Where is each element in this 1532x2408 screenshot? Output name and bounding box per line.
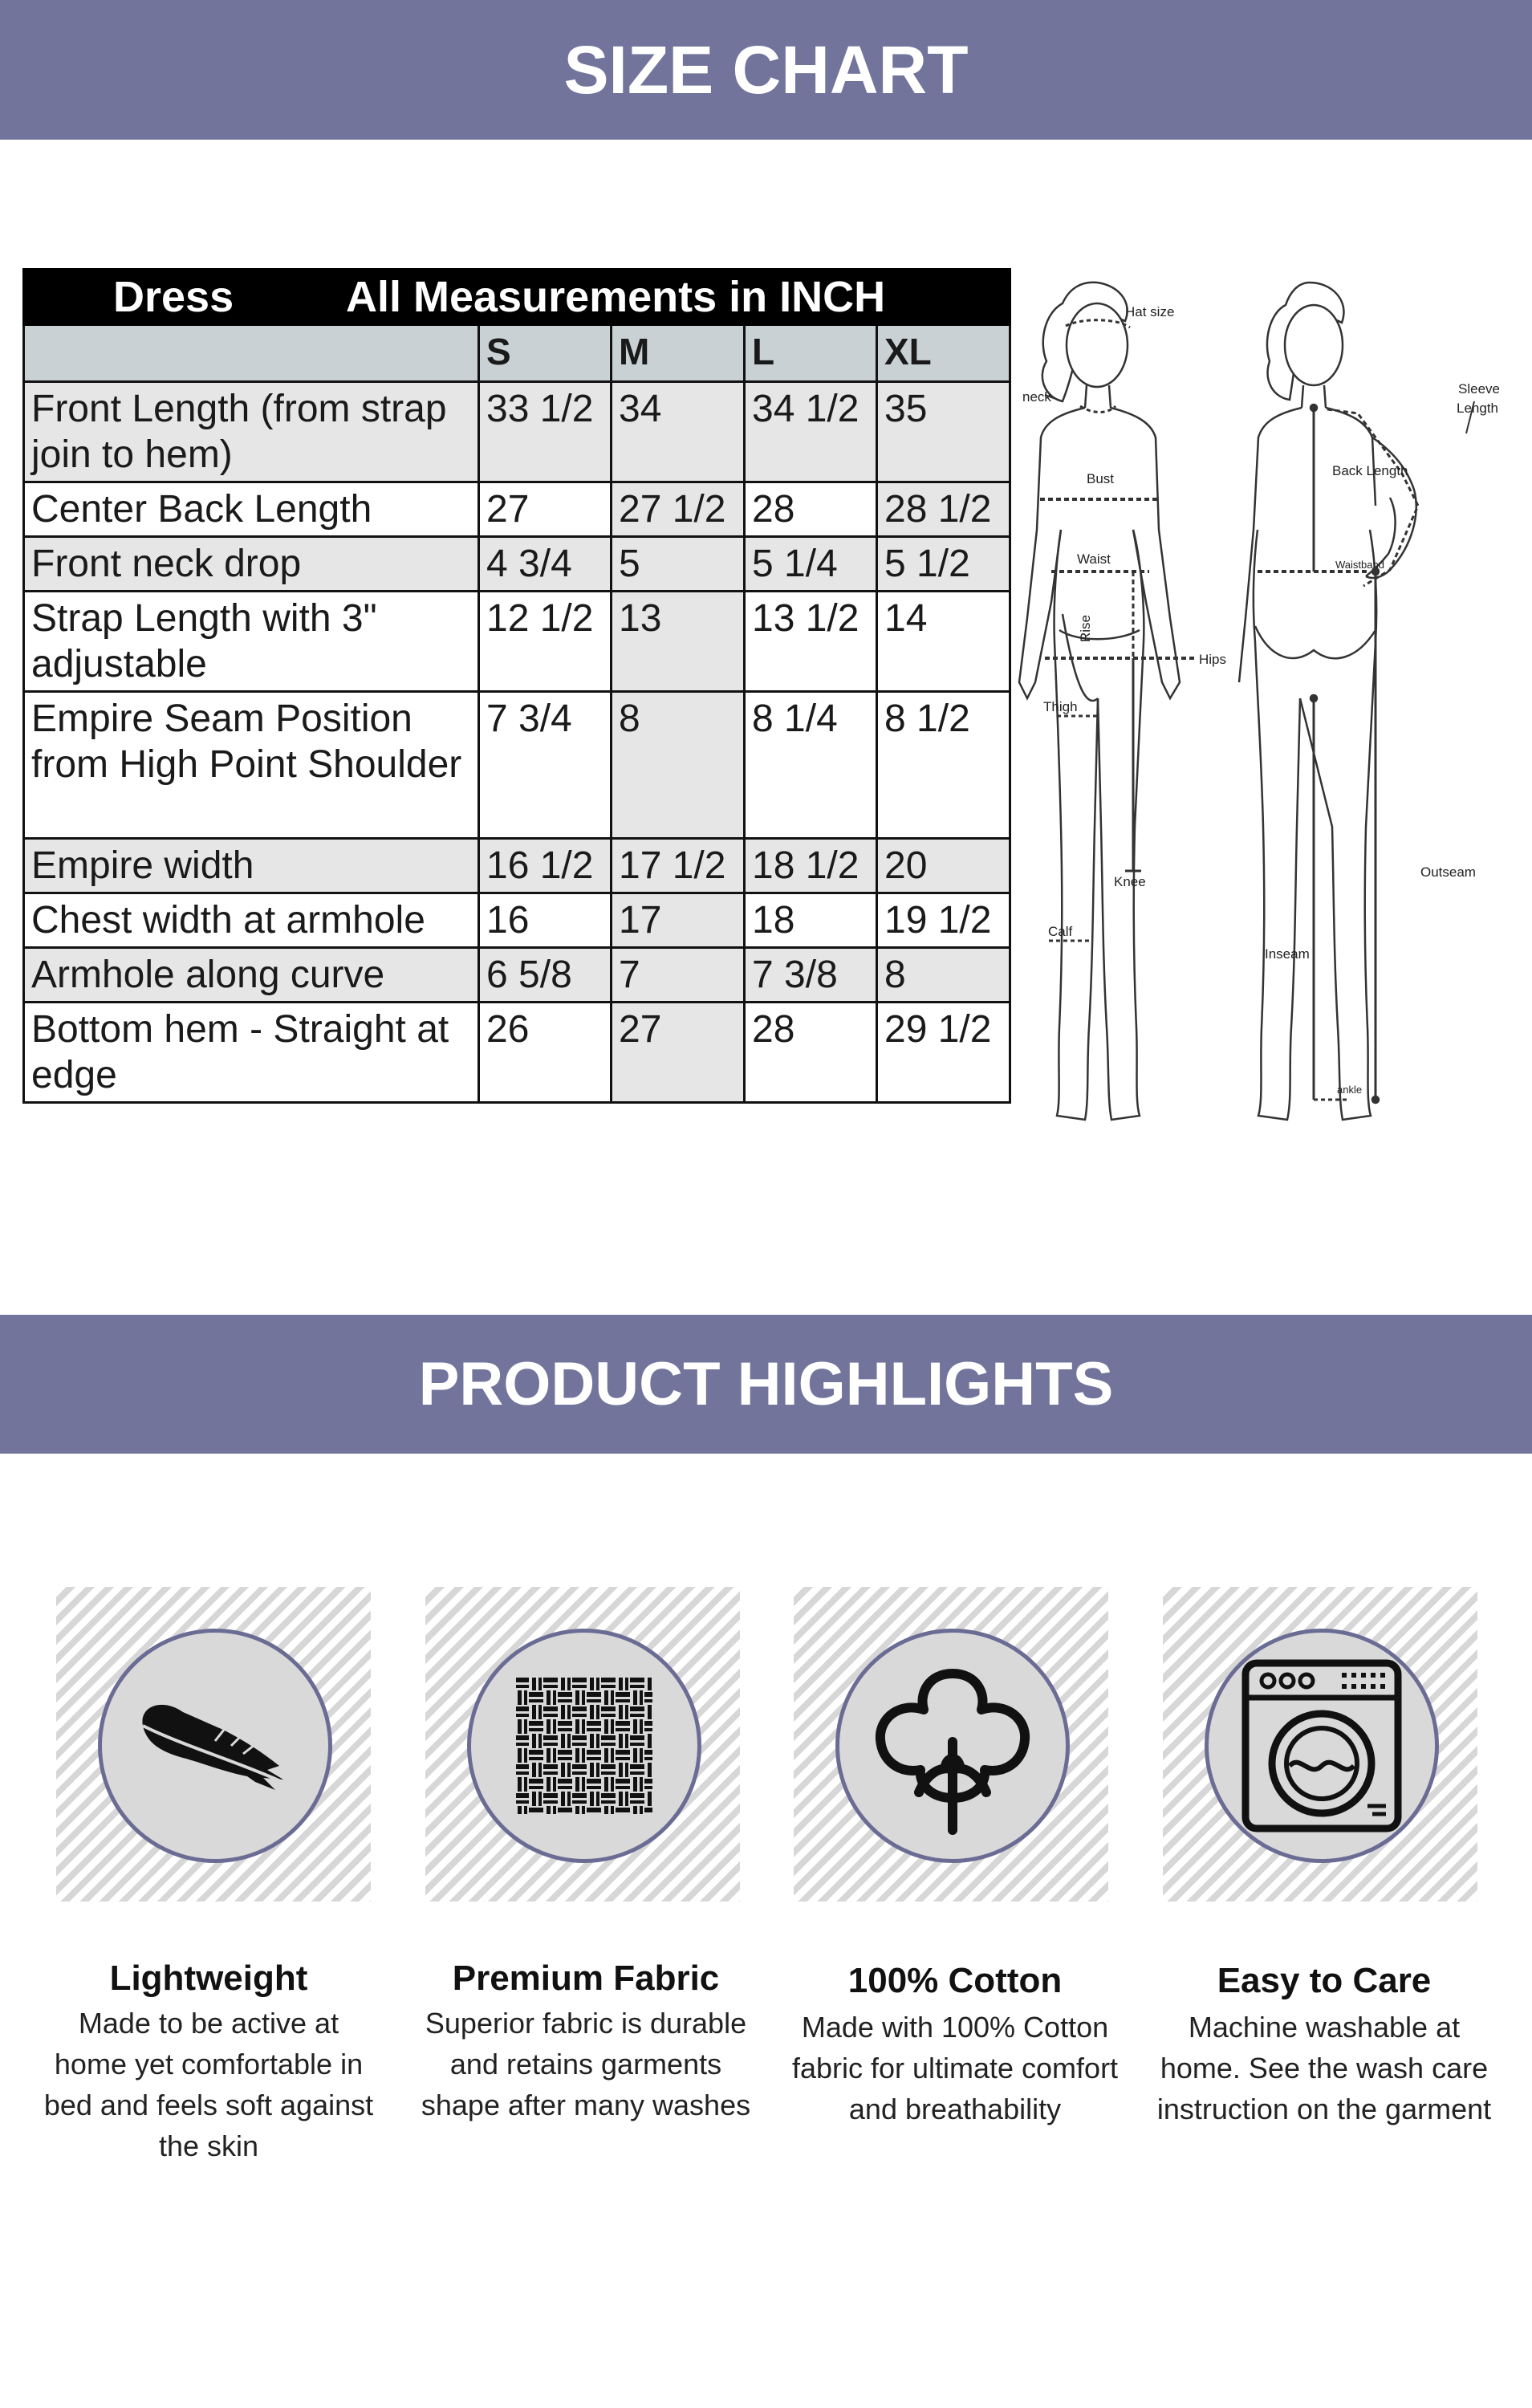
cell-m: 13 [612,592,745,692]
cotton-flower-icon [856,1649,1049,1842]
cell-l: 28 [745,1003,877,1103]
unit-note: All Measurements in INCH [346,273,886,321]
size-header-row [24,325,1010,382]
cell-m: 7 [612,948,745,1003]
cotton-title: 100% Cotton [847,1961,1063,2000]
lightweight-card [56,1587,371,1902]
label-hat-size: Hat size [1125,304,1175,319]
table-row [24,482,1010,537]
easy-care-description: Machine washable at home. See the wash care instruction on the garment [1156,2011,1492,2125]
cell-m: 17 1/2 [612,839,745,893]
cell-l: 34 1/2 [745,382,877,482]
size-header: L [745,325,877,382]
lightweight-description: Made to be active at home yet comfortable in bed and feels soft against the skin [43,2007,374,2162]
label-bust: Bust [1087,471,1115,486]
label-sleeve: Sleeve [1458,381,1500,397]
table-row [24,839,1010,893]
label-length: Length [1457,401,1498,416]
cotton-description: Made with 100% Cotton fabric for ultimate comfort and breathability [791,2011,1119,2125]
cell-l: 13 1/2 [745,592,877,692]
cell-s: 16 1/2 [479,839,612,893]
cell-m: 34 [612,382,745,482]
label-ankle: ankle [1337,1084,1363,1096]
cell-m: 5 [612,537,745,592]
table-row [24,1003,1010,1103]
product-highlights-banner: PRODUCT HIGHLIGHTS [0,1315,1532,1454]
size-chart-table [22,268,1011,1104]
table-title-row [24,270,1010,325]
cell-s: 6 5/8 [479,948,612,1003]
label-hips: Hips [1199,652,1227,667]
table-row [24,692,1010,839]
label-rise: Rise [1078,614,1093,642]
cell-m: 27 1/2 [612,482,745,537]
cell-s: 16 [479,893,612,948]
easy-care-title: Easy to Care [1217,1961,1432,2000]
row-label: Empire Seam Position from High Point Shoulder [24,692,479,839]
cell-l: 7 3/8 [745,948,877,1003]
cell-xl: 5 1/2 [877,537,1010,592]
table-row [24,893,1010,948]
cell-s: 26 [479,1003,612,1103]
cell-xl: 28 1/2 [877,482,1010,537]
cell-m: 17 [612,893,745,948]
premium-fabric-title: Premium Fabric [452,1959,720,1998]
cell-l: 5 1/4 [745,537,877,592]
row-label: Chest width at armhole [24,893,479,948]
cell-l: 28 [745,482,877,537]
row-label: Center Back Length [24,482,479,537]
label-waistband: Waistband [1335,559,1384,571]
label-inseam: Inseam [1265,946,1310,962]
label-knee: Knee [1114,874,1146,889]
size-chart-banner: SIZE CHART [0,0,1532,140]
feather-icon [127,1682,303,1810]
cell-xl: 8 1/2 [877,692,1010,839]
cell-xl: 8 [877,948,1010,1003]
cell-s: 4 3/4 [479,537,612,592]
row-label: Bottom hem - Straight at edge [24,1003,479,1103]
cell-m: 8 [612,692,745,839]
size-header: XL [877,325,1010,382]
cell-m: 27 [612,1003,745,1103]
table-row [24,537,1010,592]
table-row [24,592,1010,692]
label-outseam: Outseam [1420,864,1476,880]
cell-l: 8 1/4 [745,692,877,839]
row-label: Empire width [24,839,479,893]
table-row [24,948,1010,1003]
row-label: Front Length (from strap join to hem) [24,382,479,482]
row-label: Strap Length with 3" adjustable [24,592,479,692]
cell-xl: 35 [877,382,1010,482]
label-thigh: Thigh [1043,699,1078,714]
fabric-weave-icon [500,1662,668,1830]
row-label: Front neck drop [24,537,479,592]
row-label: Armhole along curve [24,948,479,1003]
cotton-card [794,1587,1108,1902]
cell-l: 18 [745,893,877,948]
size-header: M [612,325,745,382]
lightweight-title: Lightweight [109,1959,308,1998]
cell-xl: 20 [877,839,1010,893]
label-neck: neck [1022,389,1051,405]
back-figure [1239,283,1474,1120]
premium-fabric-card [425,1587,740,1902]
table-row [24,382,1010,482]
label-calf: Calf [1048,924,1073,939]
cell-xl: 19 1/2 [877,893,1010,948]
cell-xl: 14 [877,592,1010,692]
label-back-length: Back Length [1332,463,1408,478]
cell-s: 33 1/2 [479,382,612,482]
cell-l: 18 1/2 [745,839,877,893]
garment-label: Dress [113,273,234,321]
measurement-figure-diagram [1013,265,1532,1136]
premium-fabric-description: Superior fabric is durable and retains garments shape after many washes [421,2007,751,2121]
size-header: S [479,325,612,382]
cell-s: 27 [479,482,612,537]
cell-xl: 29 1/2 [877,1003,1010,1103]
easy-care-card [1163,1587,1477,1902]
cell-s: 7 3/4 [479,692,612,839]
cell-s: 12 1/2 [479,592,612,692]
label-waist: Waist [1077,551,1111,567]
washing-machine-icon [1229,1653,1414,1838]
